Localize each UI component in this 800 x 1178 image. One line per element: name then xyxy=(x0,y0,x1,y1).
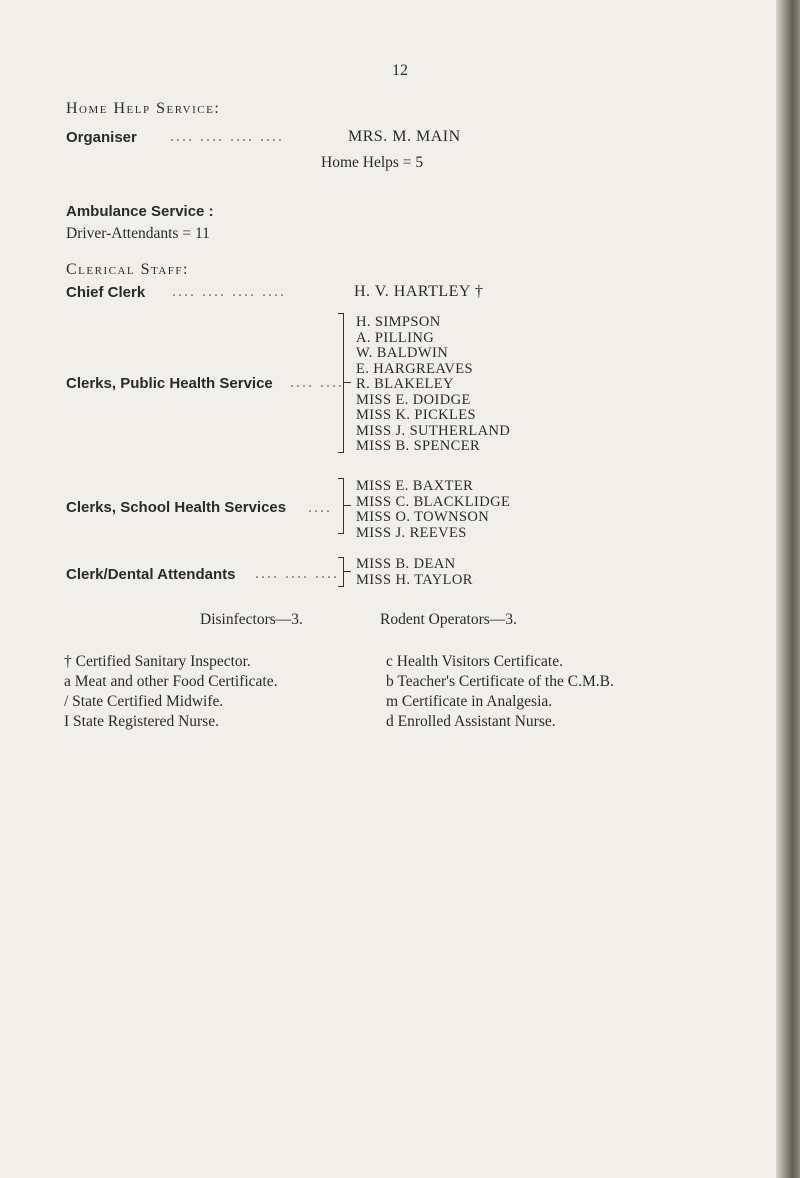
organiser-dots: .... .... .... .... xyxy=(170,128,284,145)
list-item: W. BALDWIN xyxy=(356,345,449,361)
list-item: MISS C. BLACKLIDGE xyxy=(356,493,511,510)
list-item: H. SIMPSON xyxy=(356,314,441,330)
home-help-heading: Home Help Service: xyxy=(66,100,221,117)
note-item: † Certified Sanitary Inspector. xyxy=(64,653,251,670)
note-item: / State Certified Midwife. xyxy=(64,693,224,710)
public-health-label: Clerks, Public Health Service xyxy=(66,375,273,392)
clerical-staff-heading: Clerical Staff: xyxy=(66,261,189,278)
list-item: MISS J. REEVES xyxy=(356,524,467,541)
list-item: MISS E. BAXTER xyxy=(356,478,474,494)
notes-right xyxy=(386,652,614,732)
notes-left xyxy=(64,652,277,732)
note-item: a Meat and other Food Certificate. xyxy=(64,673,278,690)
public-health-clerks-list xyxy=(356,315,510,455)
school-health-label: Clerks, School Health Services xyxy=(66,499,287,516)
ambulance-heading: Ambulance Service : xyxy=(66,203,214,220)
dental-attendants-label: Clerk/Dental Attendants xyxy=(66,566,236,583)
home-helps-count: Home Helps = 5 xyxy=(321,154,424,171)
page-number: 12 xyxy=(392,62,408,79)
public-health-brace-tip xyxy=(344,382,351,383)
organiser-label: Organiser xyxy=(66,129,137,146)
school-health-clerks-list xyxy=(356,479,510,541)
note-item: c Health Visitors Certificate. xyxy=(386,653,563,670)
note-item: d Enrolled Assistant Nurse. xyxy=(386,713,556,730)
public-health-dots: .... .... xyxy=(290,374,344,391)
list-item: MISS O. TOWNSON xyxy=(356,509,490,525)
organiser-name: MRS. M. MAIN xyxy=(348,128,461,145)
rodent-operators-count: Rodent Operators—3. xyxy=(380,611,517,628)
chief-clerk-name: H. V. HARTLEY † xyxy=(354,283,484,300)
chief-clerk-dots: .... .... .... .... xyxy=(172,283,286,300)
list-item: MISS B. DEAN xyxy=(356,556,456,572)
driver-attendants: Driver-Attendants = 11 xyxy=(66,225,210,242)
list-item: R. BLAKELEY xyxy=(356,376,454,392)
page-edge-shadow xyxy=(776,0,800,1178)
list-item: MISS K. PICKLES xyxy=(356,407,477,423)
note-item: b Teacher's Certificate of the C.M.B. xyxy=(386,673,614,690)
dental-brace-tip xyxy=(344,571,351,572)
dental-attendants-dots: .... .... .... xyxy=(255,565,339,582)
list-item: MISS E. DOIDGE xyxy=(356,391,471,408)
note-item: I State Registered Nurse. xyxy=(64,713,219,730)
school-health-brace-tip xyxy=(344,505,351,506)
list-item: MISS J. SUTHERLAND xyxy=(356,422,511,439)
list-item: A. PILLING xyxy=(356,329,435,346)
school-health-dots: .... xyxy=(308,499,332,516)
note-item: m Certificate in Analgesia. xyxy=(386,693,553,710)
list-item: MISS H. TAYLOR xyxy=(356,571,473,588)
chief-clerk-label: Chief Clerk xyxy=(66,284,146,301)
disinfectors-count: Disinfectors—3. xyxy=(200,611,303,628)
list-item: E. HARGREAVES xyxy=(356,360,473,377)
dental-attendants-list xyxy=(356,557,473,588)
list-item: MISS B. SPENCER xyxy=(356,438,481,454)
